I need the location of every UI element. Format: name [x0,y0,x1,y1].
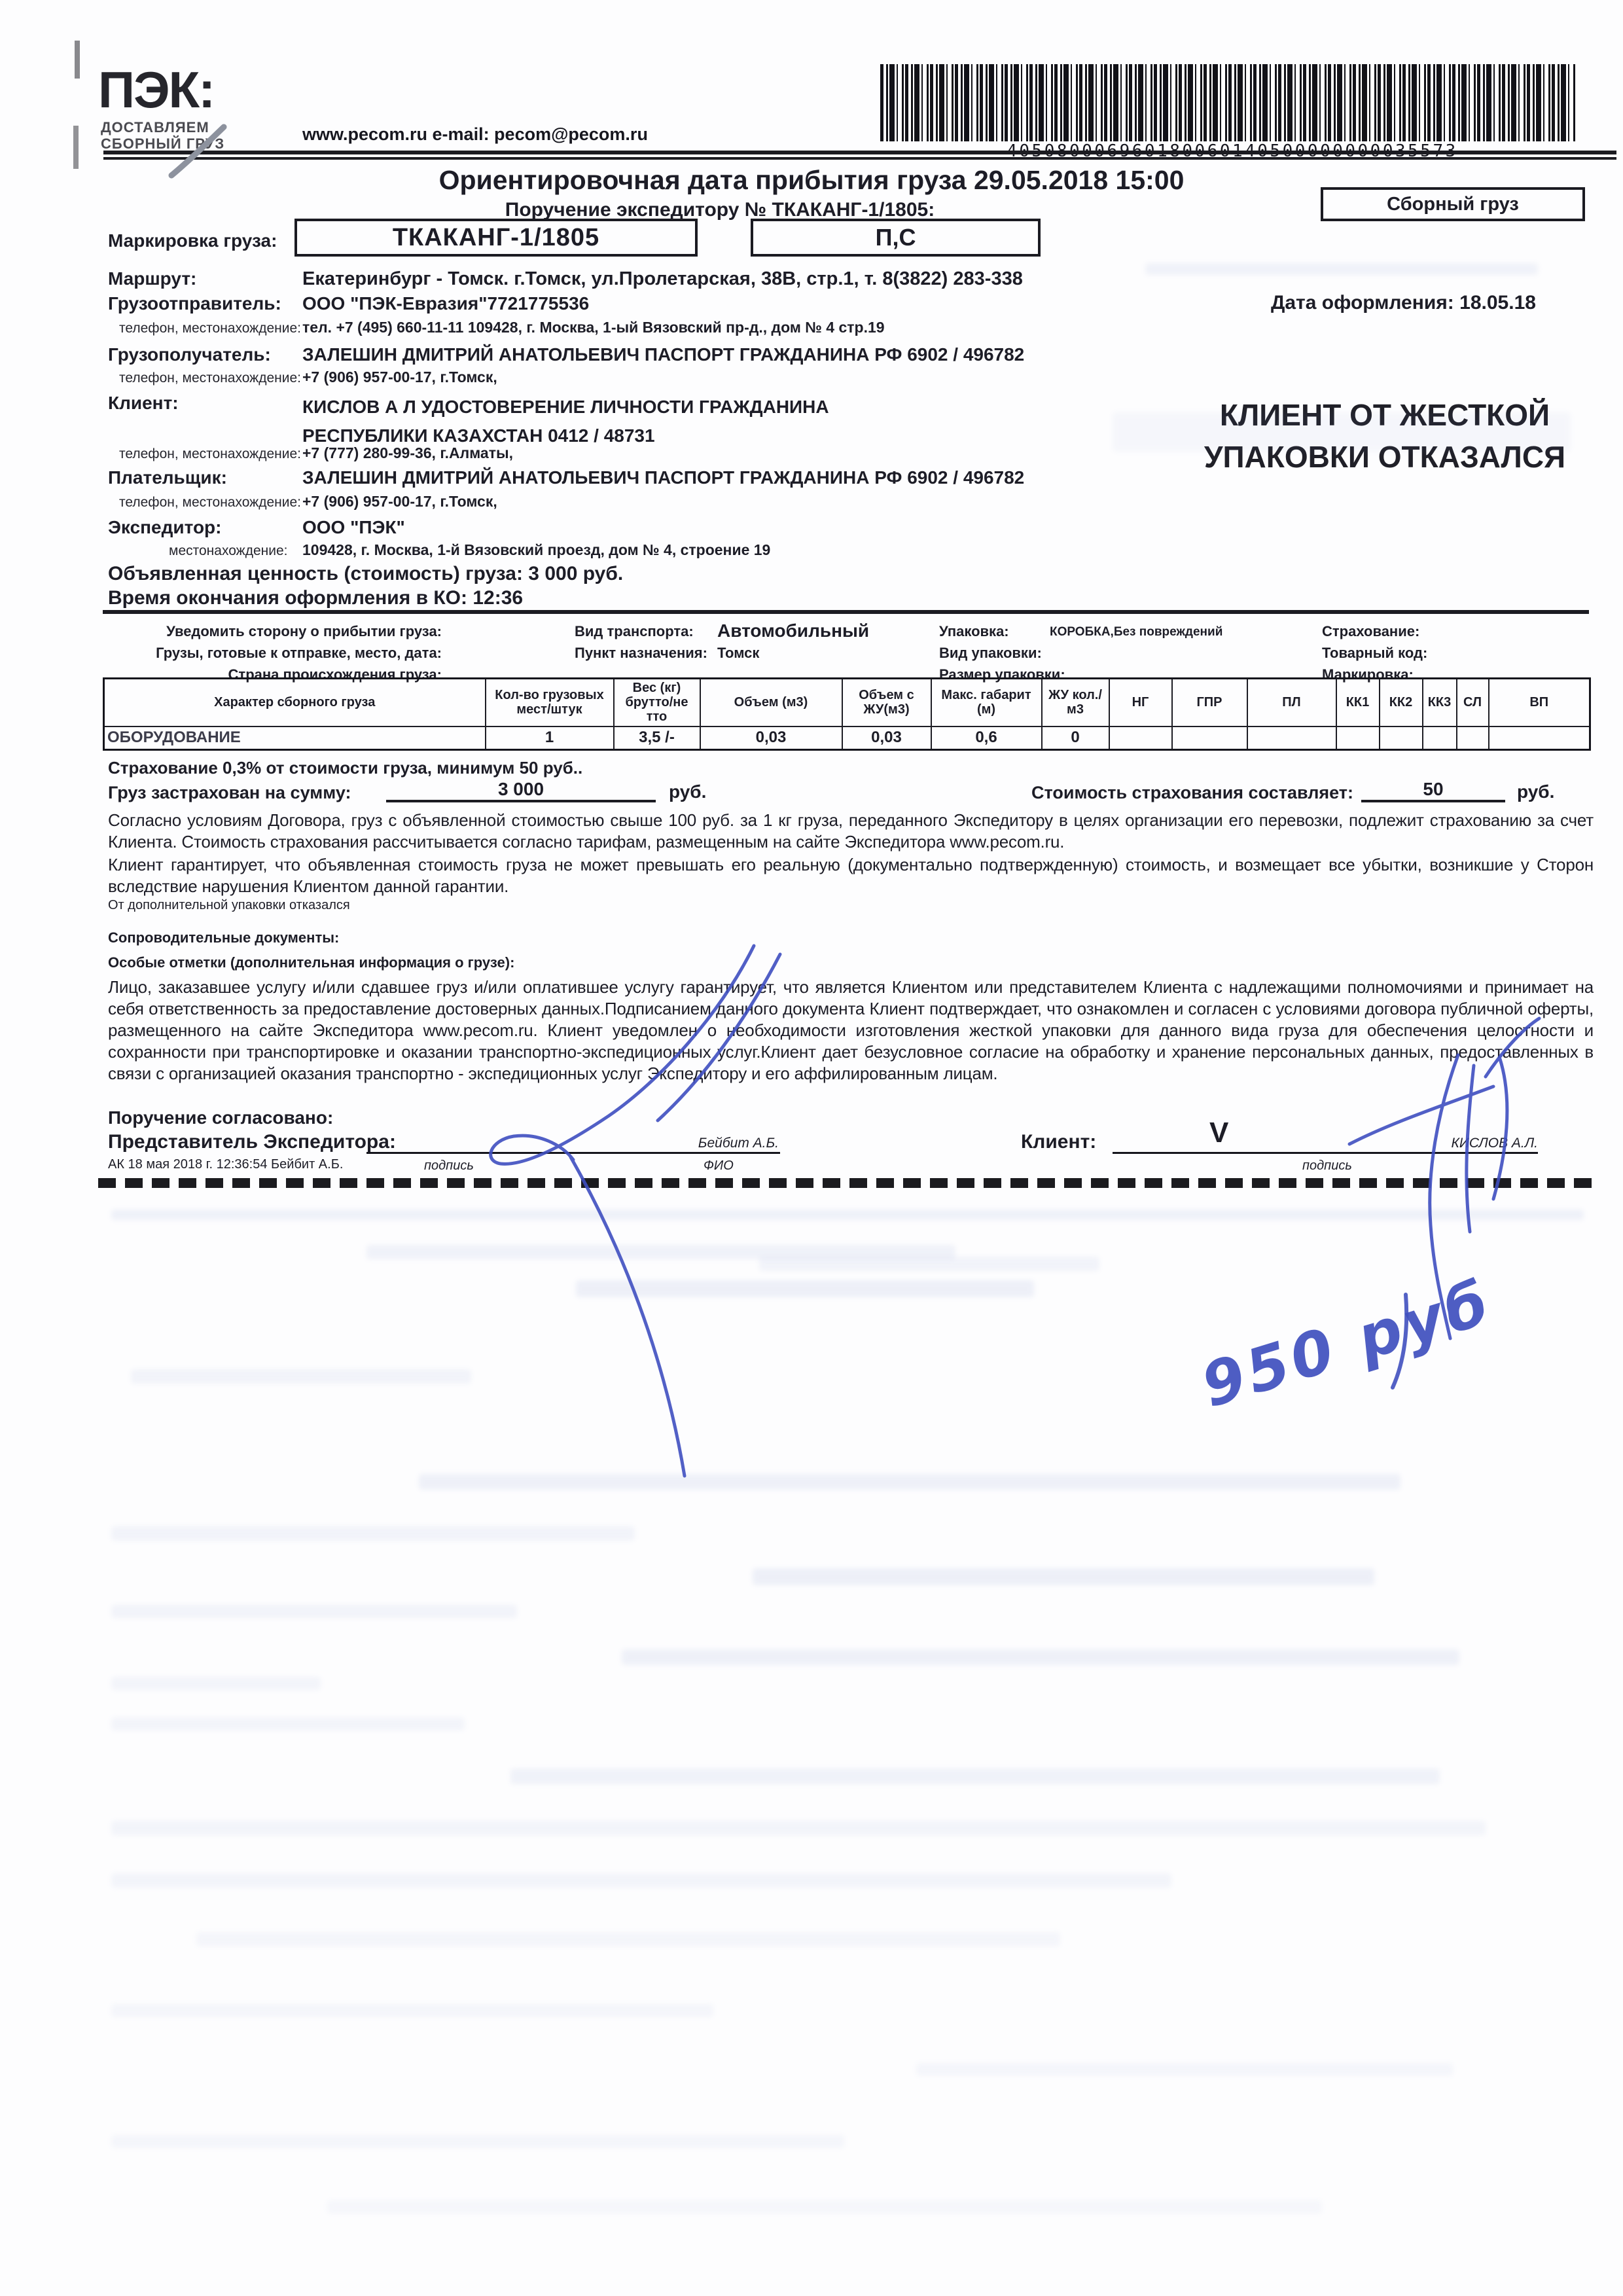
col-header: ВП [1489,679,1590,726]
transport-type-value: Автомобильный [717,620,870,641]
cargo-cell [1380,726,1423,750]
bleed-artifact [131,1369,471,1384]
client-label: Клиент: [108,393,179,413]
cargo-cell: 1 [486,726,614,750]
client-signature-line [1113,1136,1538,1154]
tear-off-dashed-line [98,1178,1594,1188]
cargo-cell [1172,726,1247,750]
shipper-phone-value: тел. +7 (495) 660-11-11 109428, г. Москва, 1-ый Вязовский пр-д., дом № 4 стр.19 [302,319,885,336]
rep-signature-line [366,1136,780,1154]
rep-sign-caption: подпись [424,1158,474,1173]
cargo-cell: 0 [1042,726,1109,750]
bleed-artifact [419,1474,1400,1490]
insurance-cost-label: Стоимость страхования составляет: [1031,783,1353,802]
col-header: КК2 [1380,679,1423,726]
cargo-cell: 0,03 [842,726,931,750]
insured-sum-label: Груз застрахован на сумму: [108,783,351,802]
packaging-kind-label: Вид упаковки: [939,645,1042,661]
client-phone-value: +7 (777) 280-99-36, г.Алматы, [302,444,514,461]
bleed-artifact [111,2135,844,2148]
barcode-digits: 405080006960180060140500000000035573 [1007,141,1458,161]
liability-paragraph: Лицо, заказавшее услугу и/или сдавшее груз и/или оплатившее услугу гарантирует, что является Клиентом или представителем Клиента с надлежащими полномочиями и принимает на себя ответственность за предоставление достоверных данных.Подписанием данного документа Клиент подтверждает, что ознакомлен и согласен с условиями договора публичной оферты, размещенного на сайте Экспедитора www.pecom.ru. Клиент уведомлен о необходимости изготовления жесткой упаковки для данного вида груза для обеспечения целостности и сохранности при транспортировке и оказании транспортно-экспедиционных услуг.Клиент дает безусловное согласие на обработку и хранение персональных данных, предоставленных в связи с организацией оказания транспортно - экспедиционных услуг Экспедитору и его аффилированным лицам. [108,977,1594,1083]
bleed-artifact [111,2004,713,2017]
payer-value: ЗАЛЕШИН ДМИТРИЙ АНАТОЛЬЕВИЧ ПАСПОРТ ГРАЖДАНИНА РФ 6902 / 496782 [302,467,1025,488]
issue-date-label: Дата оформления: [1271,292,1454,314]
packaging-size-label: Размер упаковки: [939,666,1065,683]
cargo-table [103,677,1591,751]
route-label: Маршрут: [108,268,197,289]
rep-stamp-line: АК 18 мая 2018 г. 12:36:54 Бейбит А.Б. [108,1157,344,1172]
bleed-artifact [576,1280,1034,1297]
col-header: ЖУ кол./м3 [1042,679,1109,726]
transport-type-label: Вид транспорта: [575,623,694,639]
payer-phone-label: телефон, местонахождение: [119,495,302,510]
bleed-artifact [111,1873,1171,1888]
payer-label: Плательщик: [108,467,227,488]
cargo-table-data-row [104,726,1590,750]
consignee-label: Грузополучатель: [108,344,271,365]
logo-tagline-line1: ДОСТАВЛЯЕМ [101,119,209,135]
packaging-value: КОРОБКА,Без повреждений [1050,625,1223,639]
logo-tagline [101,119,224,152]
client-guarantee-paragraph: Клиент гарантирует, что объявленная стоимость груза не может превышать его реальную (документально подтвержденную) стоимость, и возмещает все убытки, возникшие у Сторон вследствие нарушения Клиентом данной гарантии. [108,855,1594,896]
bleed-artifact [510,1768,1440,1784]
goods-code-label: Товарный код: [1322,645,1428,661]
issue-date-value: 18.05.18 [1459,292,1536,314]
cargo-cell [1247,726,1336,750]
marking-col-label: Маркировка: [1322,666,1414,683]
col-header: ПЛ [1247,679,1336,726]
destination-value: Томск [717,645,760,661]
bleed-artifact [759,1257,1099,1271]
scan-edge-artifact [75,41,80,79]
forwarder-value: ООО "ПЭК" [302,517,405,537]
col-header: Объем (м3) [700,679,842,726]
packaging-label: Упаковка: [939,623,1009,639]
bleed-artifact [111,1526,635,1541]
cargo-cell [1457,726,1489,750]
bleed-artifact [111,1605,517,1618]
logo-tagline-line2: СБОРНЫЙ ГРУЗ [101,135,225,152]
consignee-phone-label: телефон, местонахождение: [119,370,302,386]
cargo-name-cell: ОБОРУДОВАНИЕ [104,726,486,750]
insurance-label: Страхование: [1322,623,1420,639]
col-header: ГПР [1172,679,1247,726]
col-header: Кол-во грузовых мест/штук [486,679,614,726]
info-band [103,610,1589,683]
shipper-value: ООО "ПЭК-Евразия"7721775536 [302,293,590,314]
col-header: Вес (кг) брутто/не тто [614,679,700,726]
bleed-artifact [196,1932,1060,1946]
special-marks-heading: Особые отметки (дополнительная информация о грузе): [108,954,515,971]
extra-packaging-refused-note: От дополнительной упаковки отказался [108,898,350,912]
pec-logo: ПЭК: [98,61,215,118]
cargo-cell: 0,03 [700,726,842,750]
bleed-artifact [753,1568,1374,1585]
marking-code-box: ТКАКАНГ-1/1805 [294,219,698,257]
cargo-type-box: Сборный груз [1321,187,1585,221]
accompanying-docs-heading: Сопроводительные документы: [108,929,340,946]
route-value: Екатеринбург - Томск. г.Томск, ул.Пролетарская, 38В, стр.1, т. 8(3822) 283-338 [302,268,1023,289]
insured-sum-value: 3 000 [386,779,656,802]
scan-edge-artifact [73,126,79,169]
origin-country-label: Страна происхождения груза: [228,666,442,683]
cargo-table-header-row [104,679,1590,726]
bleed-artifact [916,2063,1453,2076]
bleed-artifact [1113,412,1571,452]
rep-fio-caption: ФИО [704,1158,734,1173]
client-phone-label: телефон, местонахождение: [119,446,302,461]
payer-phone-value: +7 (906) 957-00-17, г.Томск, [302,493,497,510]
col-header: НГ [1109,679,1172,726]
consignee-value: ЗАЛЕШИН ДМИТРИЙ АНАТОЛЬЕВИЧ ПАСПОРТ ГРАЖДАНИНА РФ 6902 / 496782 [302,344,1025,365]
client-sign-caption: подпись [1302,1158,1352,1173]
notify-party-label: Уведомить сторону о прибытии груза: [166,623,442,639]
forwarder-location-value: 109428, г. Москва, 1-й Вязовский проезд, дом № 4, строение 19 [302,541,771,558]
col-header: Характер сборного груза [104,679,486,726]
insurance-cost-value: 50 [1361,779,1505,802]
marking-label: Маркировка груза: [108,230,277,251]
cargo-cell [1423,726,1457,750]
ready-cargo-label: Грузы, готовые к отправке, место, дата: [156,645,442,661]
bleed-artifact [111,1717,465,1731]
col-header: КК1 [1336,679,1380,726]
rigid-packaging-refusal-notice: КЛИЕНТ ОТ ЖЕСТКОЙ УПАКОВКИ ОТКАЗАЛСЯ [1204,398,1566,474]
consignee-phone-value: +7 (906) 957-00-17, г.Томск, [302,368,497,386]
page-title: Ориентировочная дата прибытия груза 29.05.2018 15:00 [438,165,1185,195]
col-header: СЛ [1457,679,1489,726]
bleed-artifact [111,1210,1584,1220]
cargo-cell [1489,726,1590,750]
col-header: КК3 [1423,679,1457,726]
registration-end-line: Время окончания оформления в КО: 12:36 [108,587,524,609]
insured-sum-currency: руб. [669,781,707,802]
bleed-artifact [327,2200,1322,2214]
client-name: КИСЛОВ А.Л. [1451,1136,1538,1151]
cargo-cell: 0,6 [931,726,1042,750]
client-value: КИСЛОВ А Л УДОСТОВЕРЕНИЕ ЛИЧНОСТИ ГРАЖДАНИНА РЕСПУБЛИКИ КАЗАХСТАН 0412 / 48731 [302,397,829,446]
col-header: Объем с ЖУ(м3) [842,679,931,726]
cargo-cell [1336,726,1380,750]
destination-label: Пункт назначения: [575,645,707,661]
insurance-terms-paragraph: Согласно условиям Договора, груз с объявленной стоимостью свыше 100 руб. за 1 кг груза, переданного Экспедитору в целях организации его перевозки, подлежит страхованию за счет Клиента. Стоимость страхования рассчитывается согласно тарифам, размещенным на сайте Экспедитора www.pecom.ru. [108,810,1594,852]
forwarder-label: Экспедитор: [108,517,222,537]
barcode [880,64,1575,141]
bleed-artifact [111,1677,321,1690]
insurance-cost-currency: руб. [1517,781,1555,802]
marking-flags-box: П,С [751,219,1041,257]
declared-value-line: Объявленная ценность (стоимость) груза: 3 000 руб. [108,563,624,584]
cargo-cell: 3,5 /- [614,726,700,750]
client-sign-label: Клиент: [1021,1131,1097,1153]
contact-line: www.pecom.ru e-mail: pecom@pecom.ru [302,124,648,144]
handwritten-price-note: 950 руб [1194,1266,1500,1422]
header-divider [103,151,1616,160]
insurance-note: Страхование 0,3% от стоимости груза, минимум 50 руб.. [108,758,583,778]
cargo-cell [1109,726,1172,750]
shipper-label: Грузоотправитель: [108,293,281,314]
shipper-phone-label: телефон, местонахождение: [119,321,302,336]
rep-name: Бейбит А.Б. [698,1136,779,1151]
bleed-artifact [111,1821,1486,1835]
forwarder-rep-label: Представитель Экспедитора: [108,1131,396,1153]
client-check-mark: V [1209,1117,1229,1149]
bleed-artifact [1145,263,1538,275]
forwarder-location-label: местонахождение: [169,543,288,558]
issue-date [1271,292,1536,314]
order-number-subtitle: Поручение экспедитору № ТКАКАНГ-1/1805: [505,199,935,221]
agreement-heading: Поручение согласовано: [108,1107,334,1128]
bleed-artifact [622,1649,1459,1665]
col-header: Макс. габарит (м) [931,679,1042,726]
